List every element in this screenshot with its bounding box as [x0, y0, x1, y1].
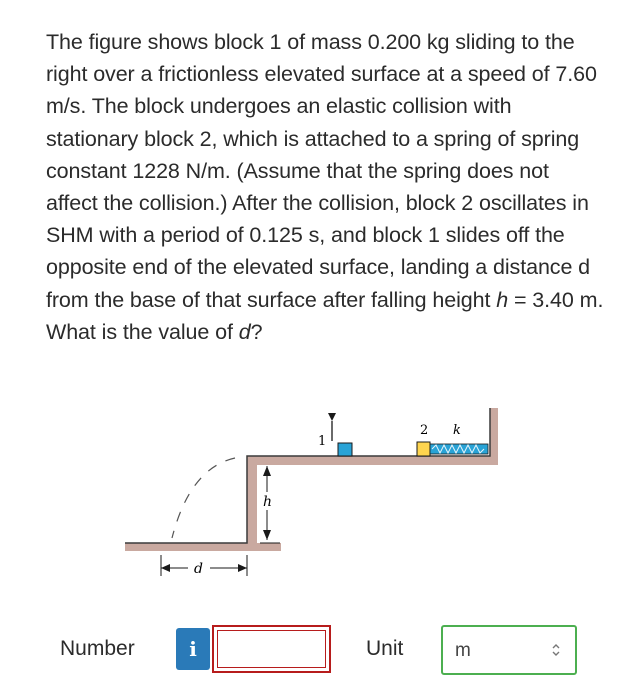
spring-wall	[490, 408, 498, 465]
block-1	[338, 443, 352, 456]
problem-text-part3: ?	[250, 319, 263, 344]
unit-select-value: m	[455, 640, 471, 661]
physics-figure	[110, 398, 530, 588]
height-arrow-up	[263, 466, 271, 476]
distance-arrow-right	[238, 564, 247, 572]
number-input[interactable]	[212, 625, 331, 673]
info-button[interactable]	[176, 628, 210, 670]
up-down-chevron-icon	[549, 643, 563, 657]
unit-label: Unit	[366, 637, 404, 660]
problem-text-part1: The figure shows block 1 of mass 0.200 kg sliding to the right over a frictionless elevated surface at a speed of 7.60 m/s. The block undergoes an elastic collision with stationary block 2, which is attached to a spring of spring constant 1228 N/m. (Assume that the spring does not affect the collision.) After the collision, block 2 oscillates in SHM with a period of 0.125 s, and block 1 slides off the opposite end of the elevated surface, landing a distance d from the base of that surface after falling height	[46, 30, 597, 312]
problem-text	[46, 26, 606, 348]
block-2-label: 2	[420, 423, 429, 438]
velocity-arrowhead	[328, 413, 336, 421]
block-1-label: 1	[318, 434, 327, 449]
distance-arrow-left	[161, 564, 170, 572]
height-variable: h	[496, 287, 509, 312]
answer-row	[0, 620, 628, 680]
info-icon: i	[189, 637, 197, 661]
spring-label: k	[453, 423, 461, 438]
figure-svg	[110, 398, 530, 588]
unit-select[interactable]	[441, 625, 577, 675]
surface-outline	[125, 408, 490, 543]
elevated-surface-top	[247, 456, 497, 465]
height-arrow-down	[263, 530, 271, 540]
trajectory-path	[172, 458, 235, 538]
height-label: h	[263, 494, 273, 510]
distance-label: d	[194, 561, 203, 577]
ground-surface	[125, 543, 281, 551]
number-input-field[interactable]	[217, 630, 326, 668]
block-2	[417, 442, 430, 456]
elevated-surface-wall	[247, 464, 257, 546]
number-label: Number	[60, 637, 135, 660]
distance-variable: d	[238, 319, 251, 344]
problem-text-part2: = 3.40 m. What is the value of	[46, 287, 604, 344]
